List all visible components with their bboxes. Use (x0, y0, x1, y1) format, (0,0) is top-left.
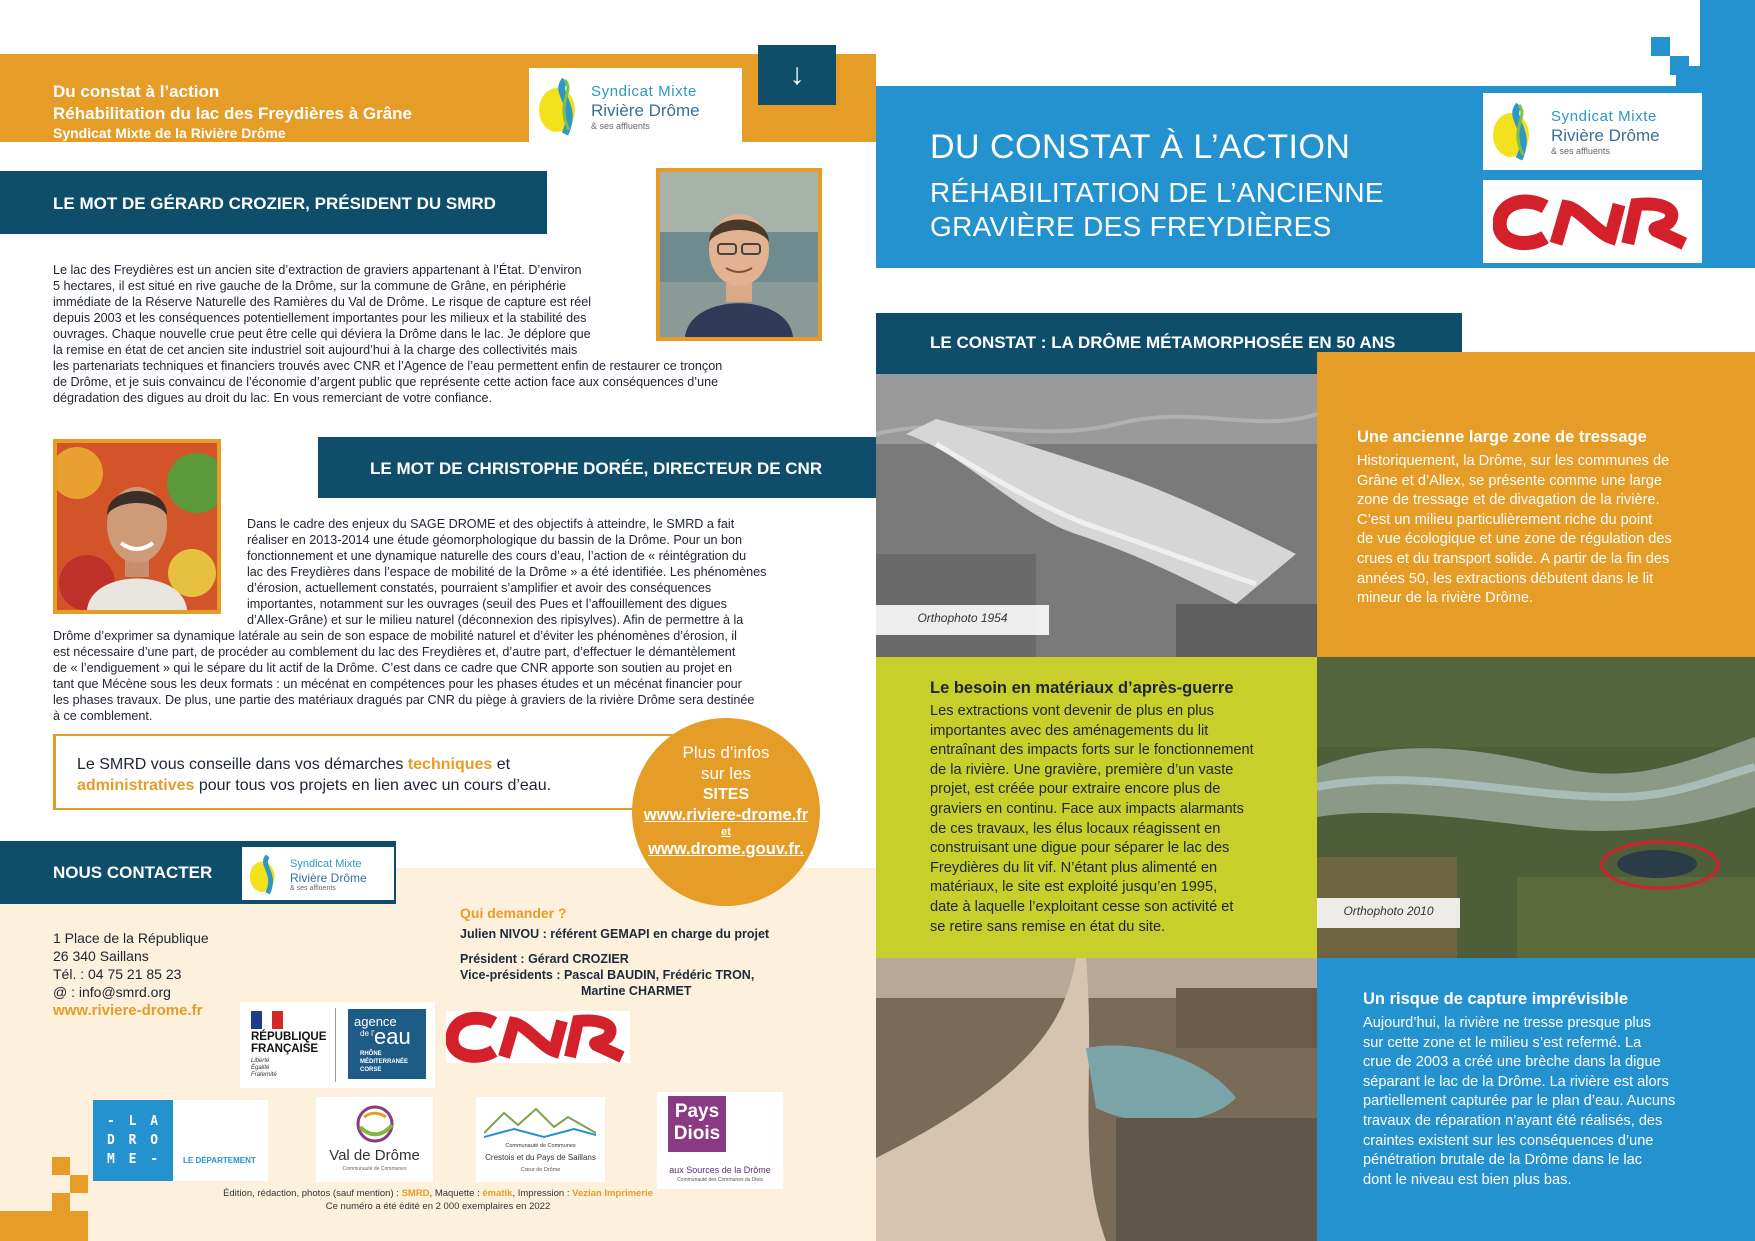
gerard-line: dégradation des digues au droit du lac. En vous remerciant de votre confiance. (53, 391, 492, 405)
rf-line: RÉPUBLIQUE (251, 1031, 327, 1043)
materiaux-line: Les extractions vont devenir de plus en plus (930, 703, 1214, 719)
address-line: 1 Place de la République (53, 930, 209, 946)
ccc-line: Communauté de Communes (505, 1143, 576, 1149)
credits-vezian: Vezian Imprimerie (572, 1188, 653, 1199)
advice-keyword-technical: techniques (407, 756, 493, 773)
tressage-line: C’est un milieu particulièrement riche du point (1357, 511, 1653, 528)
departement-label: LE DÉPARTEMENT (183, 1156, 256, 1165)
materiaux-text (930, 702, 1290, 937)
gerard-line: de Drôme, et je suis convaincu de l’économie d’argent public que représente cette action face aux conséquences d’une (53, 375, 719, 389)
agence-eau-logo (348, 1009, 426, 1079)
smrd-logo-mark-icon (1489, 99, 1547, 163)
christophe-text-full (53, 628, 754, 724)
materiaux-line: se retire sans remise en état du site. (930, 918, 1166, 935)
ask-title: Qui demander ? (460, 905, 567, 921)
ae-line: eau (374, 1024, 411, 1049)
ae-line: RHÔNE (360, 1051, 382, 1057)
capture-line: séparant le lac de la Drôme. La rivière est alors (1363, 1073, 1669, 1090)
rf-line: Fraternité (251, 1072, 277, 1078)
christophe-line: de « l’endiguement » qui le sépare du lit actif de la Drôme. C’est dans ce cadre que CNR apporte son soutien au projet en (53, 661, 733, 675)
rf-line: Égalité (251, 1065, 270, 1071)
phone[interactable]: Tél. : 04 75 21 85 23 (53, 966, 182, 982)
gerard-line: Le lac des Freydières est un ancien site d’extraction de graviers appartenant à l’État. D’environ (53, 263, 582, 277)
ae-line: agence (354, 1014, 397, 1029)
orthophoto-1954 (876, 374, 1317, 657)
down-arrow-icon: ↓ (758, 45, 836, 105)
capture-line: Aujourd’hui, la rivière ne tresse presque plus (1363, 1015, 1651, 1031)
dep-line: M E - (107, 1152, 162, 1167)
aerial-photo-lake-icon (876, 958, 1317, 1241)
pays-diois-mark (668, 1096, 726, 1152)
materiaux-line: de ces travaux, les élus locaux réagissent en (930, 820, 1221, 837)
tressage-line: crues et du transport solide. A partir de la fin des (1357, 550, 1670, 567)
christophe-line: tant que Mécène sous les deux formats : un mécénat en compétences pour les phases études et un mécénat financier pour (53, 677, 742, 691)
cnr-logo-icon (1493, 192, 1693, 252)
header-line-3: Syndicat Mixte de la Rivière Drôme (53, 125, 286, 141)
circle-line: sur les (700, 764, 752, 783)
mountains-icon (484, 1103, 596, 1139)
president: Président : Gérard CROZIER (460, 952, 629, 966)
departement-logo (93, 1100, 268, 1181)
credits-text: , Impression : (512, 1188, 573, 1199)
tressage-line: de vue écologique et une zone de régulation des (1357, 531, 1672, 548)
smrd-logo-small (242, 847, 394, 900)
capture-title: Un risque de capture imprévisible (1363, 990, 1628, 1008)
gerard-text (53, 262, 722, 406)
vdd-sub: Communauté de Communes (342, 1166, 407, 1172)
decor-square (52, 1157, 70, 1175)
credits-ematik: ématik (482, 1188, 513, 1199)
capture-line: partiellement capturée par le plan d’eau. Aucuns (1363, 1093, 1676, 1110)
tressage-line: zone de tressage et de divagation de la rivière. (1357, 492, 1660, 509)
tressage-line: Historiquement, la Drôme, sur les communes de (1357, 453, 1670, 469)
val-de-drome-mark-icon (354, 1103, 396, 1145)
logo-line-1: Syndicat Mixte (1551, 108, 1657, 125)
christophe-line: d’érosion, actuellement constatés, pourraient s’amplifier et avoir des conséquences (247, 581, 712, 595)
pays-line: Diois (673, 1123, 721, 1144)
materiaux-line: importantes avec des aménagements du lit (930, 722, 1209, 739)
circle-line: Plus d’infos (682, 743, 770, 762)
website-link[interactable]: www.drome.gouv.fr. (648, 840, 804, 858)
logo-line-1: Syndicat Mixte (591, 83, 697, 100)
vice-presidents-2: Martine CHARMET (581, 984, 692, 998)
materiaux-line: entraînant des impacts forts sur le fonctionnement (930, 742, 1254, 759)
circle-line: et (721, 826, 731, 838)
credits-text: , Maquette : (429, 1188, 483, 1199)
logo-line-2: Rivière Drôme (591, 101, 700, 120)
capture-line: pénétration brutale de la Drôme dans le lac (1363, 1152, 1643, 1169)
gerard-line: 5 hectares, il est situé en rive gauche de la Drôme, sur la commune de Grâne, en périphérie (53, 279, 567, 293)
advice-text: et (492, 756, 511, 773)
email-link[interactable]: @ : info@smrd.org (53, 984, 171, 1000)
christophe-line: d’Allex-Grâne) et sur le milieu naturel (déconnexion des ripisylves). Afin de permettre à la (247, 613, 744, 627)
christophe-line: Dans le cadre des enjeux du SAGE DROME et des objectifs à atteindre, le SMRD a fait (247, 517, 735, 531)
header-line-1: Du constat à l’action (53, 82, 220, 101)
tressage-line: mineur de la rivière Drôme. (1357, 590, 1533, 607)
decor-square (1676, 66, 1700, 86)
materiaux-block (876, 657, 1317, 958)
materiaux-line: date à laquelle l’exploitant cesse son activité et (930, 898, 1234, 915)
vice-presidents: Vice-présidents : Pascal BAUDIN, Frédéric TRON, (460, 968, 755, 982)
logo-line-1: Syndicat Mixte (290, 858, 362, 870)
website-link[interactable]: www.riviere-drome.fr (643, 806, 809, 824)
caption-2010: Orthophoto 2010 (1317, 898, 1460, 928)
ccc-line: Cœur de Drôme (520, 1167, 561, 1173)
advice-text: pour tous vos projets en lien avec un cours d’eau. (194, 777, 552, 794)
page-title: DU CONSTAT À L’ACTION (930, 128, 1351, 166)
crestois-logo (476, 1097, 605, 1182)
ae-line: MÉDITERRANÉE (360, 1059, 409, 1065)
tressage-line: Grâne et d’Allex, se présente comme une large (1357, 472, 1663, 489)
website-link[interactable]: www.riviere-drome.fr (53, 1002, 203, 1019)
logo-line-3: & ses affluents (591, 121, 650, 131)
credits-text: Édition, rédaction, photos (sauf mention) : (223, 1188, 402, 1199)
smrd-logo-right (1483, 93, 1702, 170)
christophe-line: réaliser en 2013-2014 une étude géomorphologique du bassin de la Drôme. Pour un bon (247, 533, 742, 547)
smrd-logo-mark-icon (247, 851, 287, 897)
gerard-line: depuis 2003 et les conséquences potentiellement importantes pour les milieux et la stabilité des (53, 311, 587, 325)
departement-mark (93, 1100, 173, 1181)
gerard-line: ouvrages. Chaque nouvelle crue peut être celle qui déviera la Drôme dans le lac. Je déplore que (53, 327, 591, 341)
christophe-line: est nécessaire d’une part, de procéder au comblement du lac des Freydières et, d’autre part, d’effectuer le démantèlement (53, 645, 736, 659)
christophe-line: importantes, notamment sur les ouvrages (seuil des Pues et l’affouillement des digues (247, 597, 727, 611)
christophe-heading: LE MOT DE CHRISTOPHE DORÉE, DIRECTEUR DE CNR (318, 437, 876, 498)
contact-address (53, 929, 209, 1021)
more-info-circle (632, 718, 820, 906)
decor-square (0, 1211, 88, 1241)
credits-smrd: SMRD (401, 1188, 430, 1199)
vdd-label: Val de Drôme (329, 1147, 420, 1164)
capture-line: crue de 2003 a créé une brèche dans la digue (1363, 1054, 1661, 1071)
logo-line-2: Rivière Drôme (1551, 126, 1660, 145)
pays-line: Communauté des Communes du Diois (677, 1177, 763, 1183)
christophe-line: fonctionnement et une dynamique naturelle des cours d’eau, l’action de « réintégration du (247, 549, 747, 563)
christophe-line: les phases travaux. De plus, une partie des matériaux dragués par CNR du piège à graviers de la rivière Drôme sera destinée (53, 693, 755, 707)
caption-1954: Orthophoto 1954 (876, 605, 1049, 635)
tressage-block (1317, 352, 1755, 657)
gerard-line: la remise en état de cet ancien site industriel soit aujourd’hui à la charge des collectivités mais (53, 343, 578, 357)
christophe-text-indented (247, 516, 766, 628)
christophe-portrait-icon (57, 443, 217, 610)
dep-line: D R O (107, 1133, 162, 1148)
materiaux-line: construisant une digue pour séparer le lac des (930, 840, 1230, 857)
materiaux-line: graviers en continu. Face aux impacts alarmants (930, 800, 1244, 817)
ccc-line: Crestois et du Pays de Saillans (485, 1153, 596, 1162)
capture-line: travaux de réparation n’ayant été réalisés, des (1363, 1112, 1663, 1129)
capture-block (1317, 958, 1755, 1241)
pays-diois-logo (657, 1092, 783, 1189)
christophe-line: Drôme d’exprimer sa dynamique latérale au sein de son espace de mobilité naturel et d’éviter les phénomènes d’érosion, il (53, 629, 737, 643)
gerard-line: les partenariats techniques et financiers trouvés avec CNR et l’Agence de l’eau permettent enfin de restaurer ce tronçon (53, 359, 723, 373)
aerial-photo-lake (876, 958, 1317, 1241)
french-flag-icon (251, 1011, 283, 1029)
contact-heading: NOUS CONTACTER (53, 863, 213, 882)
ae-line: CORSE (360, 1067, 382, 1073)
capture-line: dont le niveau est bien plus bas. (1363, 1171, 1572, 1188)
logo-line-3: & ses affluents (290, 885, 336, 892)
val-de-drome-logo (316, 1097, 433, 1182)
logo-line-3: & ses affluents (1551, 146, 1610, 156)
cnr-logo-left (446, 1011, 630, 1063)
cnr-logo-right (1483, 180, 1702, 263)
divider (335, 1008, 336, 1082)
capture-line: craintes existent sur les conséquences d’une (1363, 1132, 1654, 1149)
address-line: 26 340 Saillans (53, 948, 149, 964)
pays-line: aux Sources de la Drôme (669, 1165, 771, 1175)
circle-line: SITES (702, 786, 750, 803)
page-subtitle-1: RÉHABILITATION DE L’ANCIENNE (930, 177, 1384, 208)
advice-text: Le SMRD vous conseille dans vos démarches (77, 756, 408, 773)
materiaux-title: Le besoin en matériaux d’après-guerre (930, 679, 1234, 697)
capture-line: sur cette zone et le milieu s’est refermé. La (1363, 1034, 1642, 1051)
advice-box (53, 734, 683, 810)
gerard-line: immédiate de la Réserve Naturelle des Ramières du Val de Drôme. Le risque de capture est réel (53, 295, 592, 309)
partner-logos-gov (240, 1002, 435, 1088)
page-subtitle-2: GRAVIÈRE DES FREYDIÈRES (930, 211, 1332, 242)
advice-keyword-admin: administratives (77, 777, 195, 794)
christophe-line: lac des Freydières dans l’espace de mobilité de la Drôme » a été identifiée. Les phénomènes (247, 565, 767, 579)
decor-square (1700, 0, 1755, 86)
capture-text (1363, 1014, 1725, 1190)
logo-line-2: Rivière Drôme (290, 871, 367, 885)
header-line-2: Réhabilitation du lac des Freydières à Grâne (53, 104, 413, 123)
materiaux-line: Freydières du lit vif. N’étant plus alimenté en (930, 859, 1218, 876)
materiaux-line: projet, est créée pour extraire encore plus de (930, 781, 1221, 798)
gerard-heading: LE MOT DE GÉRARD CROZIER, PRÉSIDENT DU SMRD (0, 171, 547, 234)
smrd-logo-mark-icon (535, 74, 593, 138)
pays-line: Pays (674, 1101, 720, 1122)
rf-line: FRANÇAISE (251, 1043, 319, 1055)
christophe-line: à ce comblement. (53, 709, 153, 723)
constat-heading: LE CONSTAT : LA DRÔME MÉTAMORPHOSÉE EN 50 ANS (876, 313, 1462, 374)
decor-square (1651, 37, 1670, 56)
orthophoto-2010 (1317, 657, 1755, 958)
cnr-label (446, 1011, 448, 1012)
tressage-title: Une ancienne large zone de tressage (1357, 428, 1647, 446)
materiaux-line: matériaux, le site est exploité jusqu’en 1995, (930, 879, 1218, 896)
materiaux-line: de la rivière. Une gravière, première d’un vaste (930, 761, 1234, 778)
christophe-photo (53, 439, 221, 614)
cnr-logo-icon (446, 1011, 630, 1063)
smrd-logo (529, 68, 742, 144)
tressage-line: années 50, les extractions débutent dans le lit (1357, 570, 1654, 587)
credits-edition: Ce numéro a été édité en 2 000 exemplaires en 2022 (325, 1201, 551, 1212)
credits (0, 1188, 876, 1212)
rf-line: Liberté (251, 1058, 270, 1064)
tressage-text (1357, 452, 1725, 609)
dep-line: - L A (107, 1114, 162, 1129)
cnr-label (1483, 180, 1485, 181)
ask-referent: Julien NIVOU : référent GEMAPI en charge du projet (460, 927, 770, 941)
ae-line: de l’ (360, 1029, 375, 1038)
